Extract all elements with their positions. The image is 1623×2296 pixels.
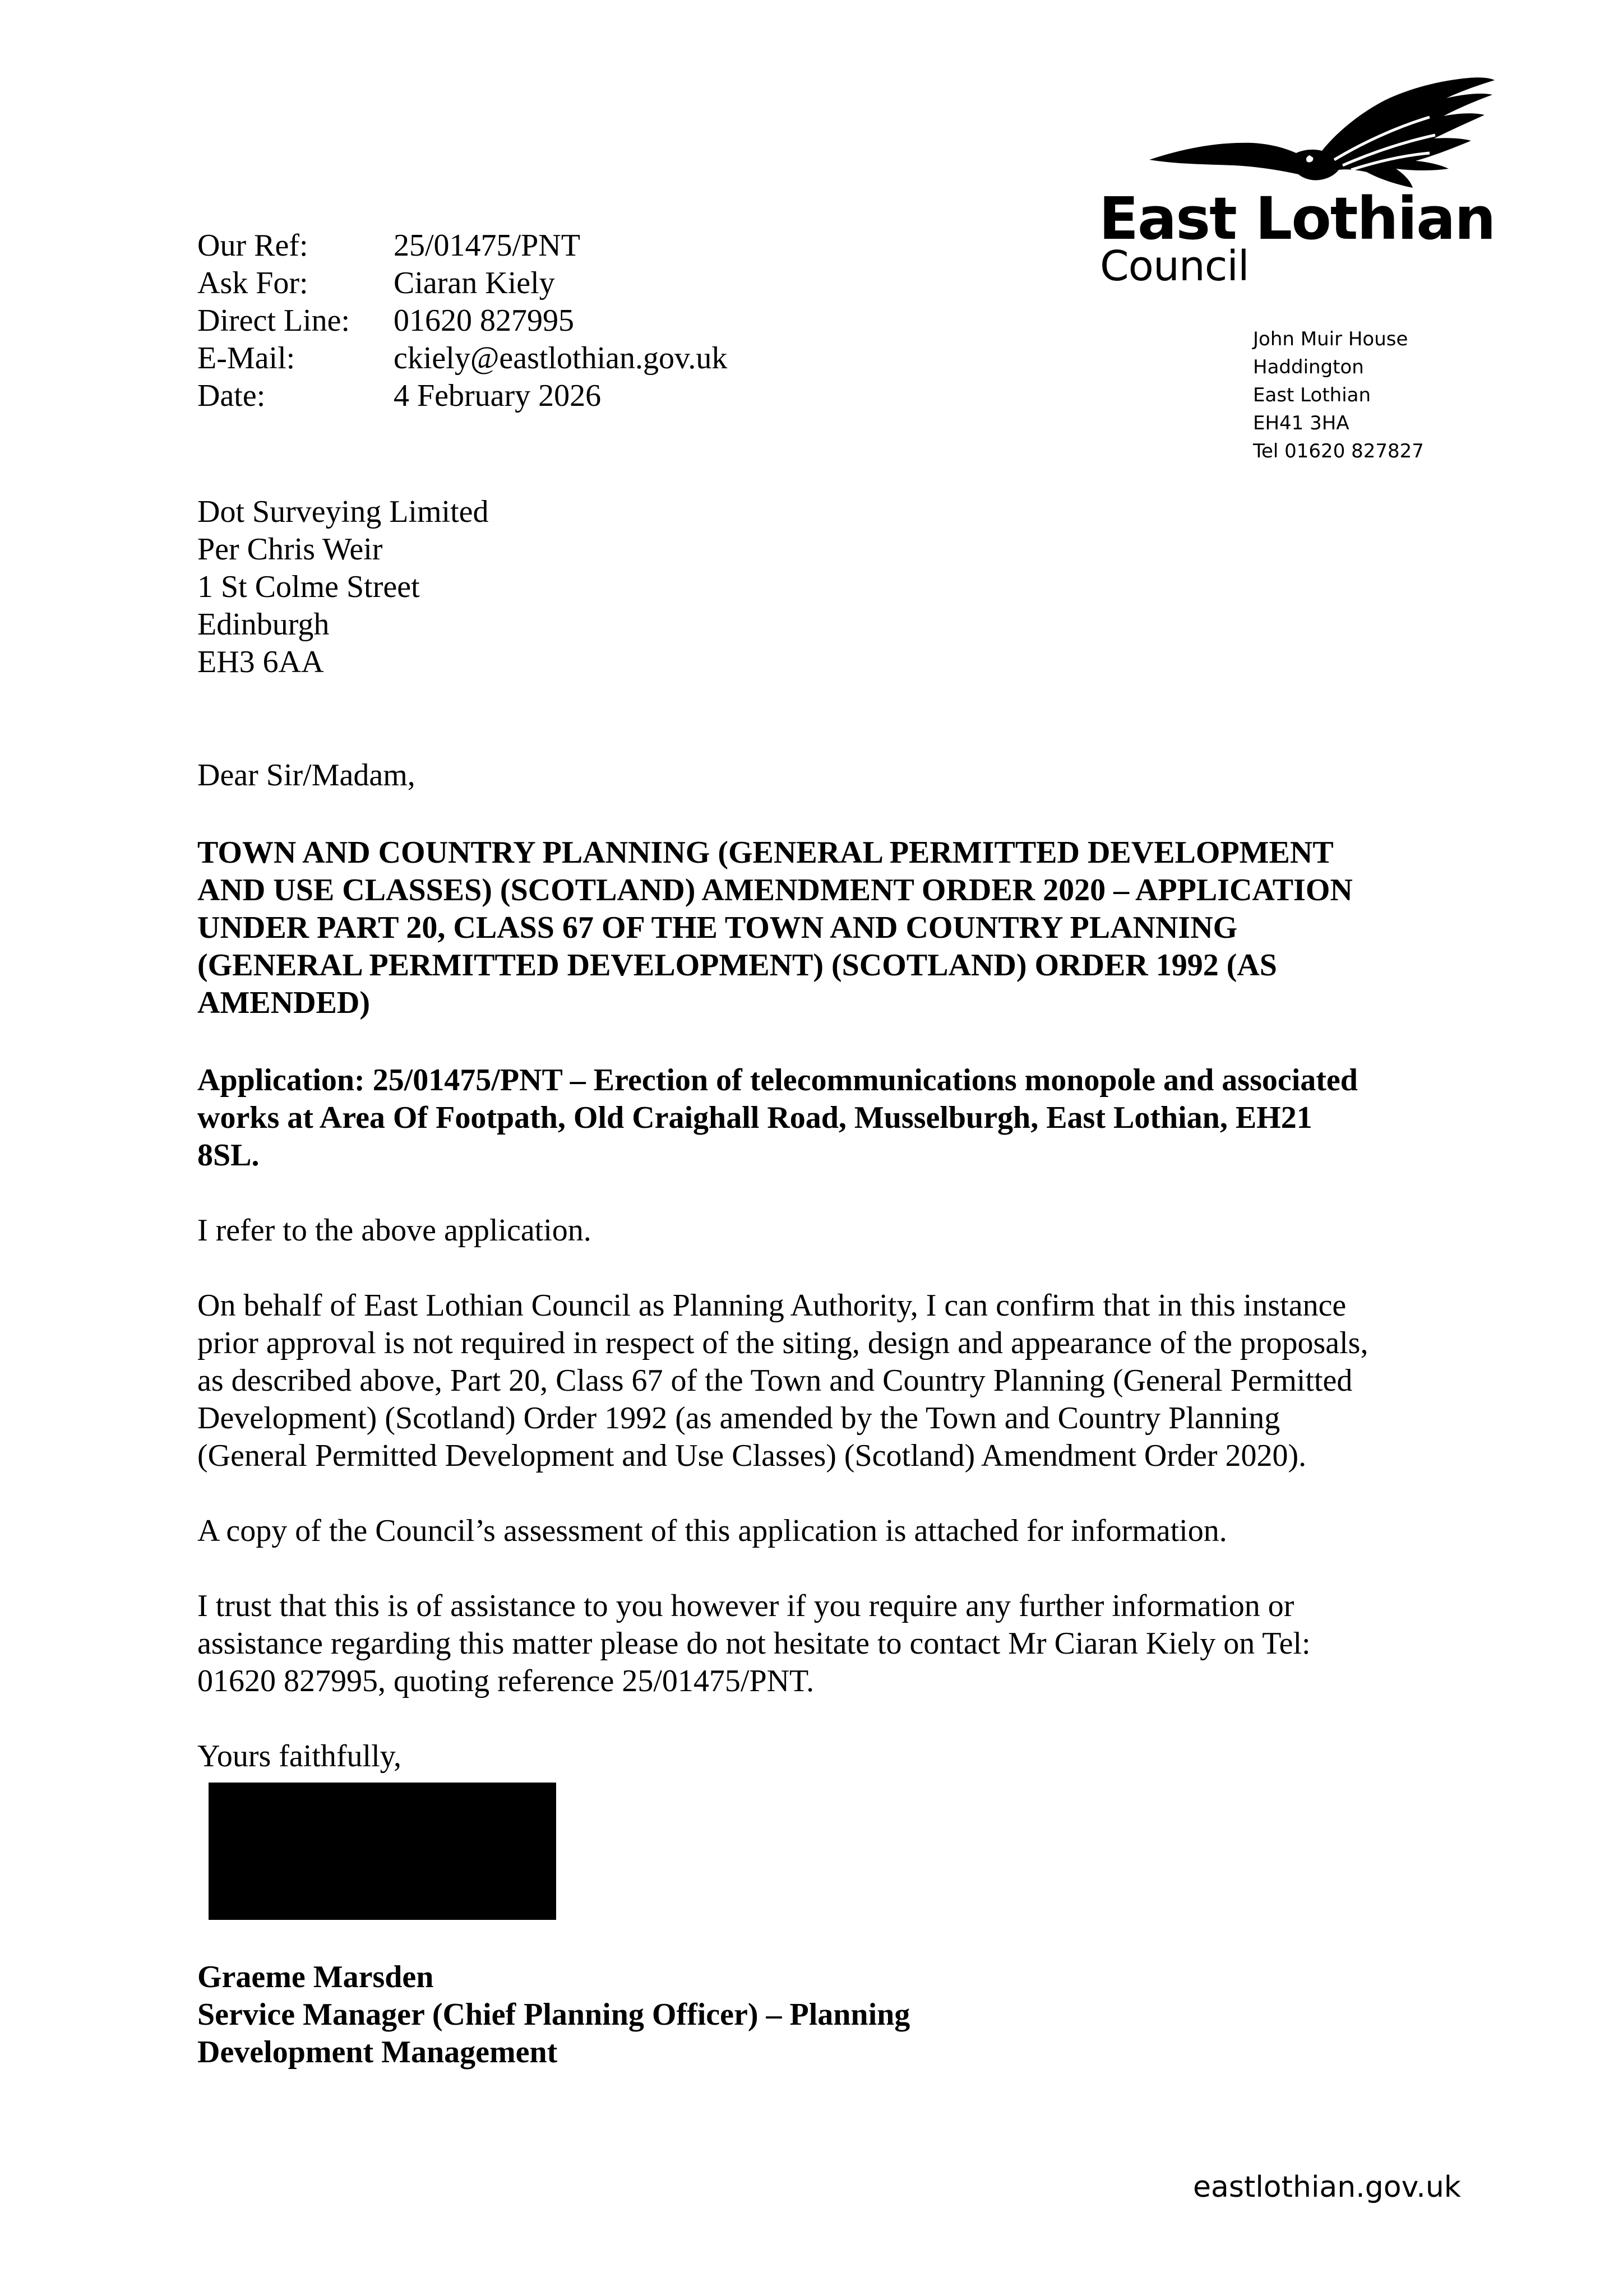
paragraph-contact xyxy=(197,1587,1453,1700)
recipient-address xyxy=(197,493,489,681)
ref-value: Ciaran Kiely xyxy=(394,266,555,300)
ref-label: Our Ref: xyxy=(197,228,308,263)
ref-value: ckiely@eastlothian.gov.uk xyxy=(394,341,728,376)
recipient-line: 1 St Colme Street xyxy=(197,570,420,604)
signatory-block xyxy=(197,1959,910,2071)
application-heading xyxy=(197,1062,1453,1174)
heading-line: TOWN AND COUNTRY PLANNING (GENERAL PERMITTED DEVELOPMENT xyxy=(197,835,1334,870)
recipient-line: Dot Surveying Limited xyxy=(197,494,489,529)
paragraph-line: On behalf of East Lothian Council as Planning Authority, I can confirm that in this instance xyxy=(197,1288,1347,1323)
paragraph-line: prior approval is not required in respect of the siting, design and appearance of the proposals, xyxy=(197,1326,1368,1360)
heading-line: AMENDED) xyxy=(197,985,370,1020)
council-address-line: John Muir House xyxy=(1253,328,1408,350)
paragraph-assessment xyxy=(197,1512,1453,1550)
council-logo xyxy=(1099,76,1525,294)
council-address-line: EH41 3HA xyxy=(1253,412,1349,434)
paragraph-line: A copy of the Council’s assessment of this application is attached for information. xyxy=(197,1513,1227,1548)
ref-row-direct-line xyxy=(197,302,727,340)
application-line: 8SL. xyxy=(197,1138,260,1173)
ref-value: 01620 827995 xyxy=(394,303,574,338)
paragraph-line: assistance regarding this matter please do not hesitate to contact Mr Ciaran Kiely on Tel: xyxy=(197,1626,1311,1661)
ref-value: 25/01475/PNT xyxy=(394,228,580,263)
application-line: works at Area Of Footpath, Old Craighall Road, Musselburgh, East Lothian, EH21 xyxy=(197,1100,1312,1135)
paragraph-line: (General Permitted Development and Use Classes) (Scotland) Amendment Order 2020). xyxy=(197,1438,1307,1473)
council-address-line: Haddington xyxy=(1253,356,1364,378)
sign-off: Yours faithfully, xyxy=(197,1739,402,1774)
ref-row-date xyxy=(197,377,727,415)
letter-body xyxy=(197,757,1453,1775)
logo-council: Council xyxy=(1100,242,1249,290)
ref-label: Date: xyxy=(197,378,266,413)
signatory-title: Service Manager (Chief Planning Officer) – Planning xyxy=(197,1997,910,2032)
ref-label: E-Mail: xyxy=(197,341,295,376)
signatory-department: Development Management xyxy=(197,2035,558,2070)
heading-line: AND USE CLASSES) (SCOTLAND) AMENDMENT ORDER 2020 – APPLICATION xyxy=(197,873,1353,908)
recipient-line: EH3 6AA xyxy=(197,645,324,679)
ref-label: Direct Line: xyxy=(197,303,350,338)
paragraph-decision xyxy=(197,1287,1453,1475)
salutation: Dear Sir/Madam, xyxy=(197,758,415,793)
eagle-icon xyxy=(1149,76,1497,193)
recipient-line: Per Chris Weir xyxy=(197,532,383,567)
footer-website: eastlothian.gov.uk xyxy=(1193,2170,1461,2204)
ref-value: 4 February 2026 xyxy=(394,378,602,413)
redacted-signature xyxy=(209,1783,556,1920)
legislation-heading xyxy=(197,834,1453,1022)
paragraph-line: I refer to the above application. xyxy=(197,1213,591,1248)
application-line: Application: 25/01475/PNT – Erection of telecommunications monopole and associated xyxy=(197,1063,1358,1098)
paragraph-line: as described above, Part 20, Class 67 of the Town and Country Planning (General Permitted xyxy=(197,1363,1353,1398)
council-address-line: East Lothian xyxy=(1253,384,1371,406)
heading-line: UNDER PART 20, CLASS 67 OF THE TOWN AND COUNTRY PLANNING xyxy=(197,910,1238,945)
ref-row-email xyxy=(197,340,727,377)
heading-line: (GENERAL PERMITTED DEVELOPMENT) (SCOTLAND) ORDER 1992 (AS xyxy=(197,948,1277,983)
paragraph-line: 01620 827995, quoting reference 25/01475/PNT. xyxy=(197,1664,815,1698)
ref-row-our-ref xyxy=(197,227,727,265)
logo-name: East Lothian xyxy=(1099,184,1495,253)
council-address xyxy=(1253,325,1424,465)
paragraph-line: Development) (Scotland) Order 1992 (as amended by the Town and Country Planning xyxy=(197,1401,1280,1436)
paragraph-refer xyxy=(197,1212,1453,1249)
reference-block xyxy=(197,227,727,415)
ref-row-ask-for xyxy=(197,265,727,302)
ref-label: Ask For: xyxy=(197,266,308,300)
paragraph-line: I trust that this is of assistance to you however if you require any further information or xyxy=(197,1589,1294,1623)
signatory-name: Graeme Marsden xyxy=(197,1960,434,1994)
recipient-line: Edinburgh xyxy=(197,607,330,642)
council-phone: Tel 01620 827827 xyxy=(1253,440,1424,462)
